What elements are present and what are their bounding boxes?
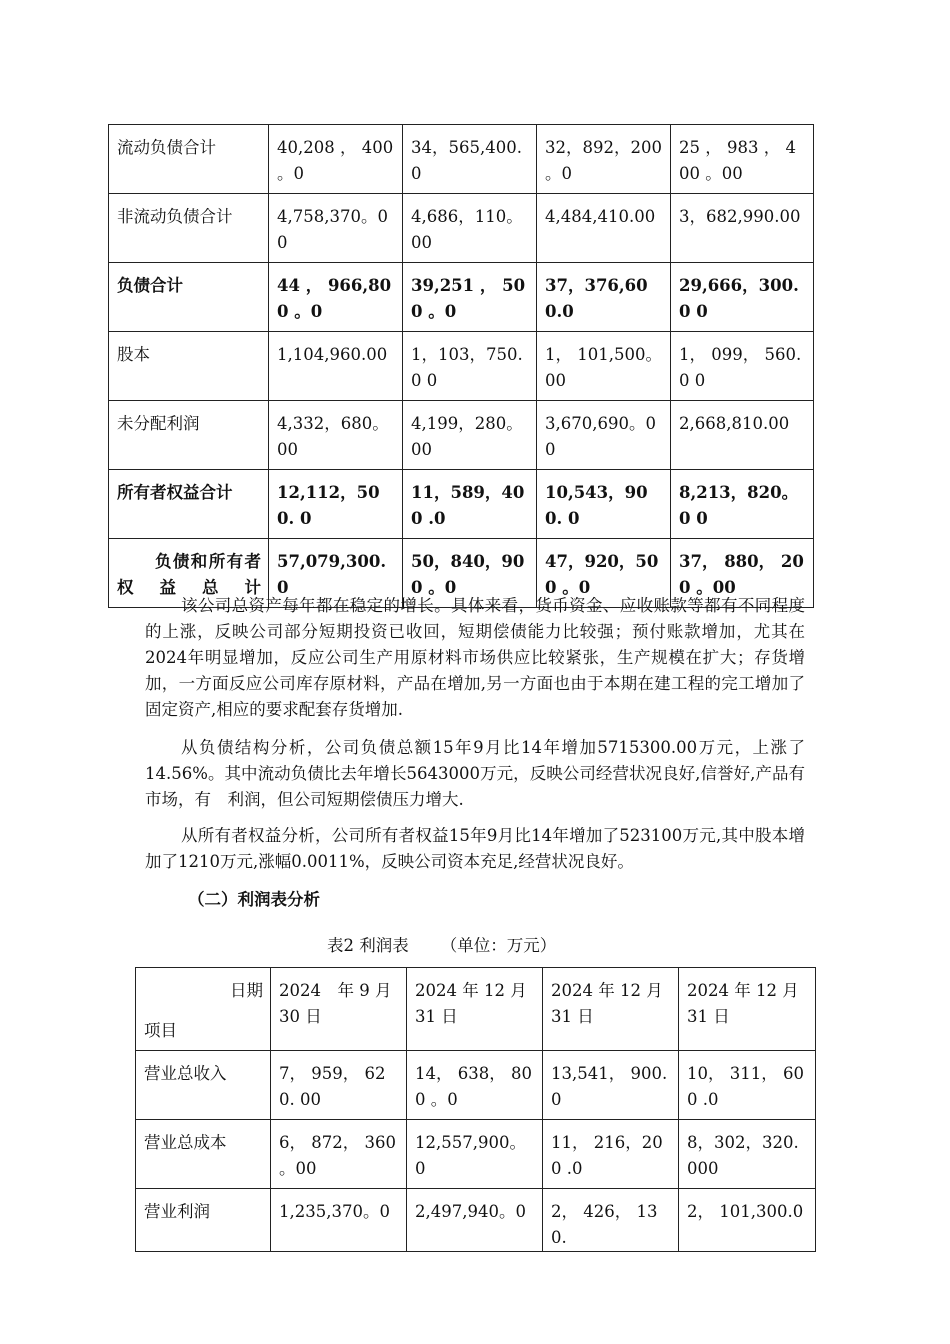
cell: 4,199，280。 00 (403, 401, 537, 470)
cell: 25 ， 983 ， 400 。00 (671, 125, 814, 194)
table-row (109, 470, 814, 539)
cell: 13,541， 900. 0 (543, 1051, 679, 1120)
table-row (109, 125, 814, 194)
cell: 1，103，750.0 0 (403, 332, 537, 401)
cell: 40,208 ， 400 。0 (269, 125, 403, 194)
column-header: 2024 年 9 月 30 日 (271, 968, 407, 1051)
cell: 12,112，500. 0 (269, 470, 403, 539)
cell: 7， 959， 620. 00 (271, 1051, 407, 1120)
cell: 37，376,600.0 (537, 263, 671, 332)
cell: 44 ， 966,800 。0 (269, 263, 403, 332)
cell: 37， 880， 200 。00 (671, 539, 814, 608)
cell: 3，682,990.00 (671, 194, 814, 263)
cell: 12,557,900。 0 (407, 1120, 543, 1189)
header-date: 日期 (230, 981, 263, 1000)
table-row (109, 194, 814, 263)
row-label: 营业总成本 (136, 1120, 271, 1189)
row-label: 负债合计 (109, 263, 269, 332)
cell: 11， 216，200 .0 (543, 1120, 679, 1189)
caption-unit: （单位：万元） (440, 936, 557, 955)
column-header: 2024 年 12 月 31 日 (543, 968, 679, 1051)
cell: 50，840，900 。0 (403, 539, 537, 608)
paragraph-equity: 从所有者权益分析，公司所有者权益15年9月比14年增加了523100万元,其中股本增加了1210万元,涨幅0.0011%，反映公司资本充足,经营状况良好。 (145, 826, 805, 871)
cell: 8，302，320. 000 (679, 1120, 816, 1189)
cell: 1， 101,500。 00 (537, 332, 671, 401)
cell: 1,104,960.00 (269, 332, 403, 401)
caption-title: 表2 利润表 (327, 936, 409, 955)
cell: 4,332，680。 00 (269, 401, 403, 470)
header-item: 项目 (144, 1021, 177, 1040)
income-statement-table (135, 967, 816, 1252)
cell: 14， 638， 800 。0 (407, 1051, 543, 1120)
balance-sheet-table (108, 124, 814, 608)
table-row (109, 401, 814, 470)
cell: 11，589，400 .0 (403, 470, 537, 539)
paragraph-assets: 该公司总资产每年都在稳定的增长。具体来看，货币资金、应收账款等都有不同程度的上涨，反映公司部分短期投资已收回，短期偿债能力比较强；预付账款增加，尤其在2024年明显增加，反应公司生产用原材料市场供应比较紧张，生产规模在扩大；存货增加，一方面反应公司库存原材料，产品在增加,另一方面也由于本期在建工程的完工增加了固定资产,相应的要求配套存货增加. (145, 596, 805, 719)
row-label: 负债和所有者权益总计 (109, 539, 269, 608)
row-label: 营业总收入 (136, 1051, 271, 1120)
section-title: （二）利润表分析 (188, 890, 320, 909)
cell: 2,668,810.00 (671, 401, 814, 470)
table-row (109, 263, 814, 332)
cell: 10， 311， 600 .0 (679, 1051, 816, 1120)
row-label: 非流动负债合计 (109, 194, 269, 263)
header-corner (136, 968, 271, 1051)
row-label: 所有者权益合计 (109, 470, 269, 539)
cell: 29,666，300.0 0 (671, 263, 814, 332)
header-row (136, 968, 816, 1051)
cell: 39,251 ， 500 。0 (403, 263, 537, 332)
table-row (136, 1189, 816, 1252)
column-header: 2024 年 12 月 31 日 (679, 968, 816, 1051)
cell: 4,484,410.00 (537, 194, 671, 263)
cell: 2， 101,300.0 (679, 1189, 816, 1252)
cell: 6， 872， 360 。00 (271, 1120, 407, 1189)
cell: 8,213，820。0 0 (671, 470, 814, 539)
cell: 57,079,300.0 (269, 539, 403, 608)
paragraph-liabilities: 从负债结构分析，公司负债总额15年9月比14年增加5715300.00万元，上涨了14.56%。其中流动负债比去年增长5643000万元，反映公司经营状况良好,信誉好,产品有市场，有 利润，但公司短期偿债压力增大. (145, 738, 805, 809)
cell: 1,235,370。0 (271, 1189, 407, 1252)
column-header: 2024 年 12 月 31 日 (407, 968, 543, 1051)
cell: 4,758,370。00 (269, 194, 403, 263)
cell: 32，892，200 。0 (537, 125, 671, 194)
cell: 2,497,940。0 (407, 1189, 543, 1252)
row-label: 股本 (109, 332, 269, 401)
cell: 47，920，500 。0 (537, 539, 671, 608)
cell: 4,686，110。00 (403, 194, 537, 263)
table-row (136, 1120, 816, 1189)
table-row (109, 332, 814, 401)
cell: 34，565,400.0 (403, 125, 537, 194)
cell: 2， 426， 130. (543, 1189, 679, 1252)
cell: 1， 099， 560.0 0 (671, 332, 814, 401)
table-row (136, 1051, 816, 1120)
row-label: 未分配利润 (109, 401, 269, 470)
cell: 3,670,690。0 0 (537, 401, 671, 470)
row-label: 营业利润 (136, 1189, 271, 1252)
table-caption (327, 932, 556, 956)
row-label: 流动负债合计 (109, 125, 269, 194)
cell: 10,543，900. 0 (537, 470, 671, 539)
